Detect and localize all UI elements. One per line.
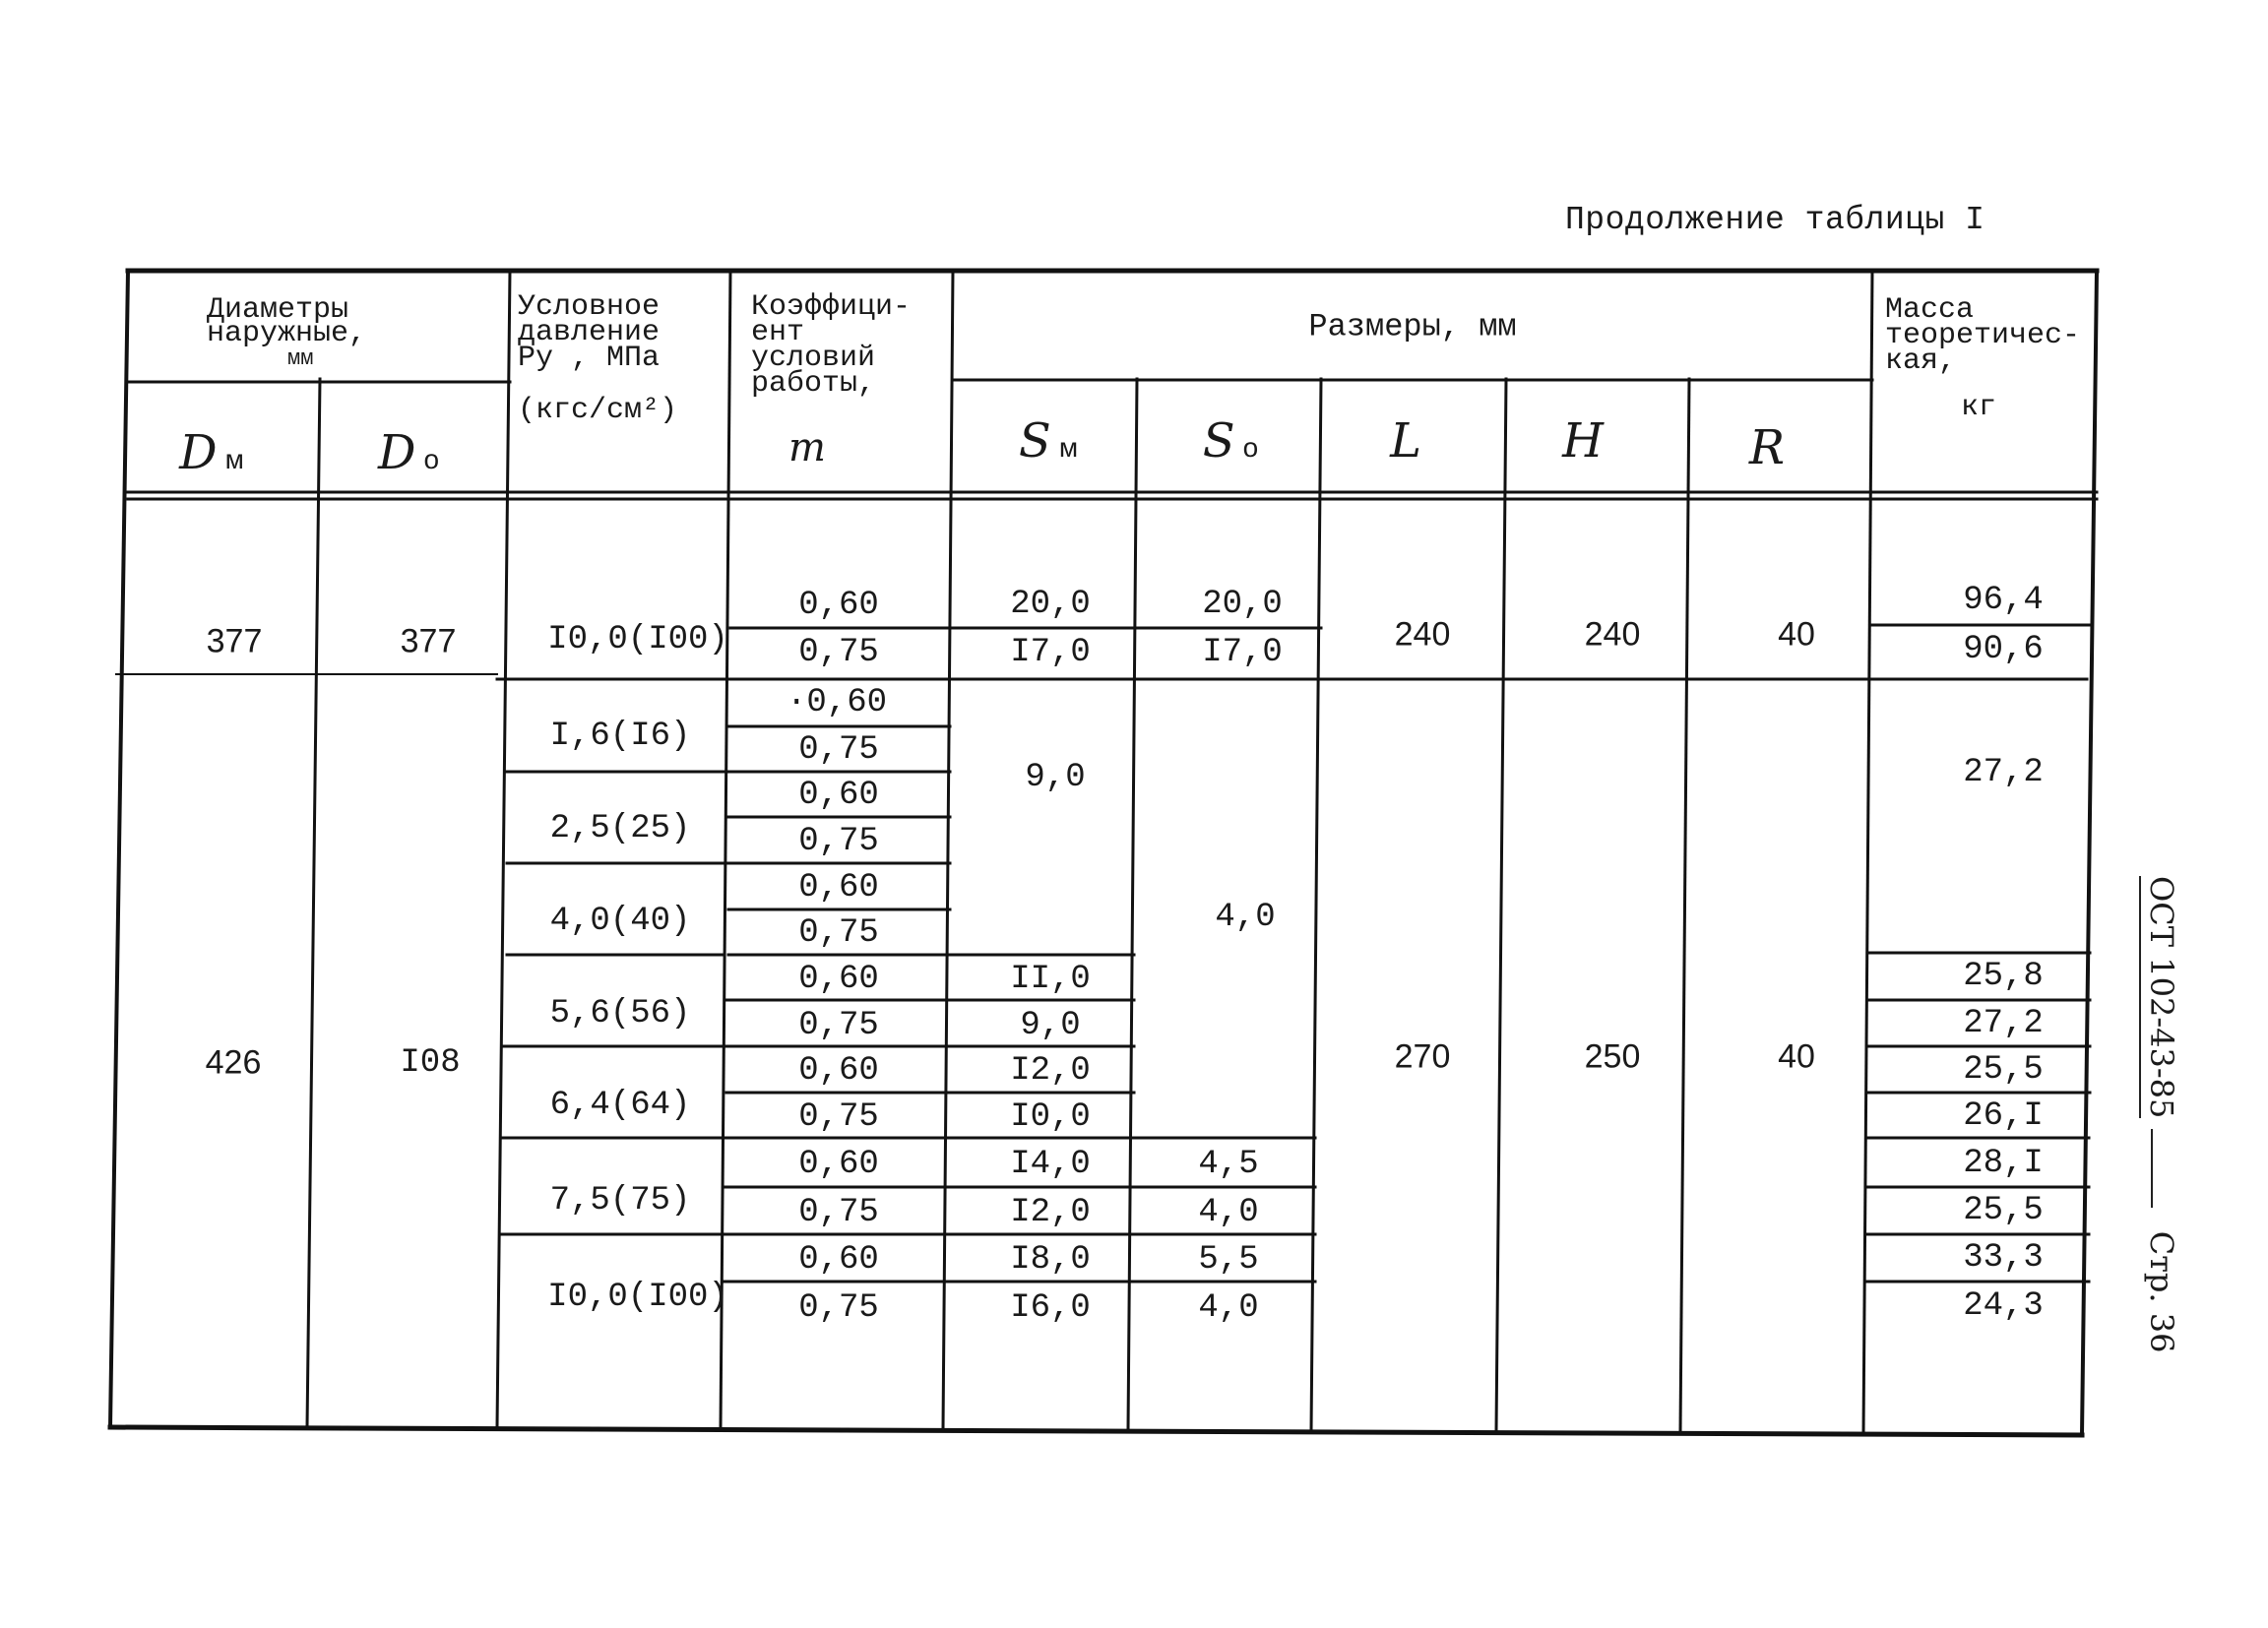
- header-mass-line1: Масса: [1885, 293, 1975, 327]
- g2-mass-7: 33,3: [1963, 1239, 2044, 1277]
- g1-so-2: I7,0: [1202, 634, 1283, 671]
- header-dimensions: Размеры, мм: [1308, 308, 1517, 345]
- g2-m-14: 0,75: [798, 1289, 879, 1327]
- symbol-so: Sо: [1202, 413, 1259, 469]
- g2-m-3: 0,60: [798, 777, 879, 814]
- g2-mass-merged: 27,2: [1963, 754, 2044, 791]
- g2-pressure-6: 7,5(75): [549, 1182, 691, 1220]
- g1-r: 40: [1778, 615, 1815, 654]
- table-caption: Продолжение таблицы I: [1565, 202, 1985, 238]
- g2-m-11: 0,60: [798, 1146, 879, 1183]
- g2-sm-7: I8,0: [1010, 1241, 1091, 1279]
- g2-m-12: 0,75: [798, 1194, 879, 1231]
- symbol-h: H: [1562, 413, 1604, 469]
- g2-m-2: 0,75: [798, 731, 879, 769]
- symbol-m: m: [788, 425, 826, 470]
- g2-m-10: 0,75: [798, 1098, 879, 1136]
- header-diameters-line3: мм: [287, 346, 314, 371]
- g1-pressure: I0,0(I00): [547, 621, 728, 658]
- g2-so-merged: 4,0: [1215, 899, 1276, 936]
- g2-pressure-3: 4,0(40): [549, 903, 691, 940]
- side-stamp: [2139, 876, 2180, 1352]
- header-pressure-line1: Условное: [518, 290, 661, 324]
- g1-mass-2: 90,6: [1963, 631, 2044, 668]
- header-coef-line3: условий: [751, 342, 876, 375]
- g2-h: 250: [1584, 1037, 1641, 1076]
- g2-m-9: 0,60: [798, 1052, 879, 1090]
- g1-l: 240: [1394, 615, 1451, 654]
- symbol-l: L: [1390, 413, 1421, 469]
- g2-mass-6: 25,5: [1963, 1192, 2044, 1229]
- g2-pressure-2: 2,5(25): [549, 810, 691, 847]
- header-pressure-line2: давление: [518, 316, 661, 349]
- g2-pressure-7: I0,0(I00): [547, 1279, 728, 1316]
- g2-m-8: 0,75: [798, 1007, 879, 1044]
- g2-r: 40: [1778, 1037, 1815, 1076]
- header-coef-line1: Коэффици-: [751, 290, 912, 324]
- header-coef-line2: ент: [751, 316, 805, 349]
- header-mass-line2: теоретичес-: [1885, 319, 2081, 352]
- g2-so-2: 4,0: [1198, 1194, 1259, 1231]
- g2-mass-1: 25,8: [1963, 958, 2044, 995]
- g2-mass-8: 24,3: [1963, 1287, 2044, 1325]
- header-diameters-line1: Диаметры: [207, 293, 349, 327]
- g2-sm-4: I0,0: [1010, 1098, 1091, 1136]
- g1-mass-1: 96,4: [1963, 582, 2044, 619]
- g2-mass-5: 28,I: [1963, 1145, 2044, 1182]
- header-mass-line4: кг: [1961, 391, 1997, 424]
- side-stamp-rule: [2151, 1129, 2153, 1208]
- g2-pressure-1: I,6(I6): [549, 718, 691, 755]
- symbol-sm: Sм: [1018, 413, 1079, 469]
- g2-so-4: 4,0: [1198, 1289, 1259, 1327]
- g2-mass-2: 27,2: [1963, 1005, 2044, 1042]
- g2-mass-4: 26,I: [1963, 1097, 2044, 1135]
- g2-m-6: 0,75: [798, 914, 879, 952]
- g2-sm-3: I2,0: [1010, 1052, 1091, 1090]
- header-diameters-line2: наружные,: [207, 317, 367, 350]
- g1-do: 377: [400, 622, 457, 660]
- g2-sm-merged: 9,0: [1025, 759, 1086, 796]
- g2-so-3: 5,5: [1198, 1241, 1259, 1279]
- g2-m-4: 0,75: [798, 823, 879, 860]
- g2-l: 270: [1394, 1037, 1451, 1076]
- g2-do: I08: [400, 1044, 461, 1082]
- g2-m-1: ·0,60: [786, 684, 888, 721]
- symbol-do: Dо: [377, 425, 440, 480]
- g2-pressure-4: 5,6(56): [549, 995, 691, 1033]
- g1-so-1: 20,0: [1202, 586, 1283, 623]
- g2-so-1: 4,5: [1198, 1146, 1259, 1183]
- g1-h: 240: [1584, 615, 1641, 654]
- header-pressure-line3: Ру , МПа: [518, 342, 661, 375]
- g1-sm-2: I7,0: [1010, 634, 1091, 671]
- g2-pressure-5: 6,4(64): [549, 1087, 691, 1124]
- symbol-r: R: [1748, 420, 1786, 475]
- g2-mass-3: 25,5: [1963, 1051, 2044, 1089]
- g2-sm-5: I4,0: [1010, 1146, 1091, 1183]
- g2-sm-6: I2,0: [1010, 1194, 1091, 1231]
- g2-sm-1: II,0: [1010, 961, 1091, 998]
- header-coef-line4: работы,: [751, 367, 876, 401]
- g2-m-7: 0,60: [798, 961, 879, 998]
- g2-m-13: 0,60: [798, 1241, 879, 1279]
- g2-sm-2: 9,0: [1020, 1007, 1081, 1044]
- g1-m-1: 0,60: [798, 587, 879, 624]
- g2-m-5: 0,60: [798, 869, 879, 907]
- header-mass-line3: кая,: [1885, 344, 1957, 378]
- g1-m-2: 0,75: [798, 634, 879, 671]
- g1-dm: 377: [206, 622, 263, 660]
- side-stamp-doc: ОСТ 102-43-85: [2139, 876, 2180, 1118]
- g2-dm: 426: [205, 1043, 262, 1082]
- symbol-dm: Dм: [179, 425, 244, 480]
- g1-sm-1: 20,0: [1010, 586, 1091, 623]
- header-pressure-line4: (кгс/см²): [518, 394, 678, 427]
- side-stamp-page: Стр. 36: [2143, 1230, 2180, 1353]
- g2-sm-8: I6,0: [1010, 1289, 1091, 1327]
